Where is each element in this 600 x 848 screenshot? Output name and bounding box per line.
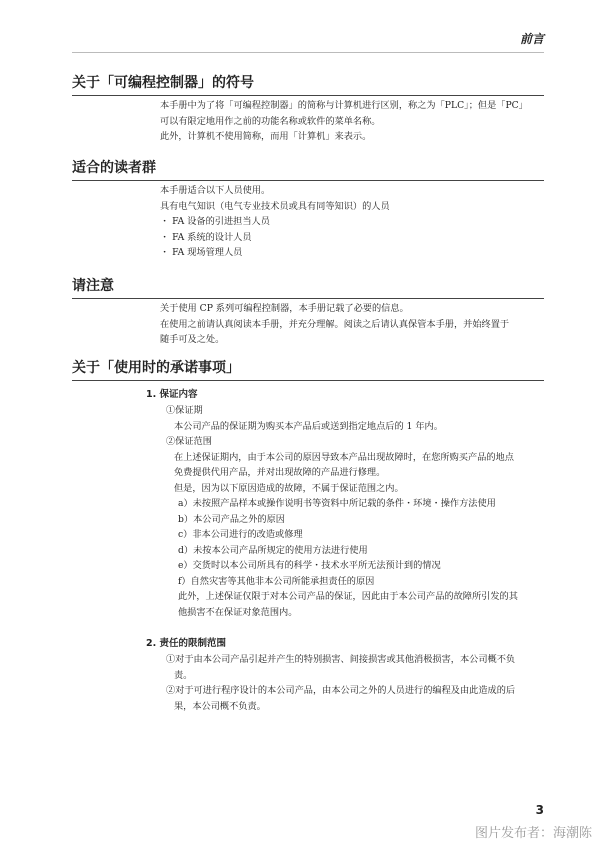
- body-line: 在上述保证期内，由于本公司的原因导致本产品出现故障时，在您所购买产品的地点: [174, 451, 514, 463]
- page-number: 3: [535, 803, 544, 817]
- body-line: 随手可及之处。: [160, 334, 225, 345]
- section-body: [146, 387, 544, 714]
- section-title: 请注意: [72, 278, 114, 294]
- body-line: 可以有限定地用作之前的功能名称或软件的菜单名称。: [160, 115, 381, 127]
- subsection-heading: 2. 责任的限制范围: [146, 638, 227, 649]
- body-line: 关于使用 CP 系列可编程控制器，本手册记载了必要的信息。: [160, 303, 409, 314]
- item-title: ②保证范围: [166, 436, 212, 447]
- body-line: 具有电气知识（电气专业技术员或具有同等知识）的人员: [160, 200, 390, 212]
- section-divider: [72, 95, 544, 96]
- body-line: 果，本公司概不负责。: [174, 700, 266, 712]
- reason-item: c）非本公司进行的改造或修理: [178, 529, 303, 540]
- section-commitment: [72, 358, 544, 714]
- reason-item: b）本公司产品之外的原因: [178, 513, 285, 525]
- body-line: 但是，因为以下原因造成的故障，不属于保证范围之内。: [174, 482, 404, 494]
- section-title: 关于「可编程控制器」的符号: [72, 75, 254, 91]
- item-title: ①保证期: [166, 405, 203, 416]
- bullet-item: ・ FA 系统的设计人员: [160, 231, 252, 243]
- section-body: [160, 98, 544, 145]
- header-divider: [72, 52, 544, 53]
- section-readers: [72, 158, 544, 261]
- bullet-item: ・ FA 现场管理人员: [160, 247, 243, 258]
- section-body: [160, 301, 544, 348]
- subsection-heading: 1. 保证内容: [146, 389, 198, 400]
- section-body: [160, 183, 544, 261]
- section-symbol: [72, 73, 544, 145]
- section-title: 适合的读者群: [72, 160, 156, 176]
- body-line: 责。: [174, 669, 193, 681]
- reason-item: e）交货时以本公司所具有的科学・技术水平所无法预计到的情况: [178, 560, 441, 571]
- body-line: 本公司产品的保证期为购买本产品后或送到指定地点后的 1 年内。: [174, 420, 443, 432]
- section-divider: [72, 180, 544, 181]
- section-title: 关于「使用时的承诺事项」: [72, 360, 240, 376]
- body-line: ①对于由本公司产品引起并产生的特别损害、间接损害或其他消极损害，本公司概不负: [166, 654, 516, 665]
- body-line: 本手册中为了将「可编程控制器」的简称与计算机进行区别，称之为「PLC」；但是「PC」: [160, 100, 528, 111]
- body-line: 本手册适合以下人员使用。: [160, 185, 271, 196]
- section-divider: [72, 298, 544, 299]
- reason-item: a）未按照产品样本或操作说明书等资料中所记载的条件・环境・操作方法使用: [178, 498, 496, 509]
- bullet-item: ・ FA 设备的引进担当人员: [160, 216, 270, 227]
- section-divider: [72, 380, 544, 381]
- body-line: 免费提供代用产品，并对出现故障的产品进行修理。: [174, 467, 386, 478]
- section-notice: [72, 276, 544, 348]
- page-header-title: 前言: [519, 32, 544, 46]
- watermark-text: 图片发布者：海潮陈: [474, 826, 592, 841]
- reason-item: d）未按本公司产品所规定的使用方法进行使用: [178, 544, 368, 556]
- body-line: 他损害不在保证对象范围内。: [178, 606, 298, 618]
- body-line: ②对于可进行程序设计的本公司产品，由本公司之外的人员进行的编程及由此造成的后: [166, 685, 516, 696]
- body-line: 在使用之前请认真阅读本手册，并充分理解。阅读之后请认真保管本手册，并始终置于: [160, 318, 510, 330]
- reason-item: f）自然灾害等其他非本公司所能承担责任的原因: [178, 575, 375, 587]
- body-line: 此外，上述保证仅限于对本公司产品的保证，因此由于本公司产品的故障所引发的其: [178, 591, 518, 602]
- body-line: 此外，计算机不使用简称，而用「计算机」来表示。: [160, 131, 372, 142]
